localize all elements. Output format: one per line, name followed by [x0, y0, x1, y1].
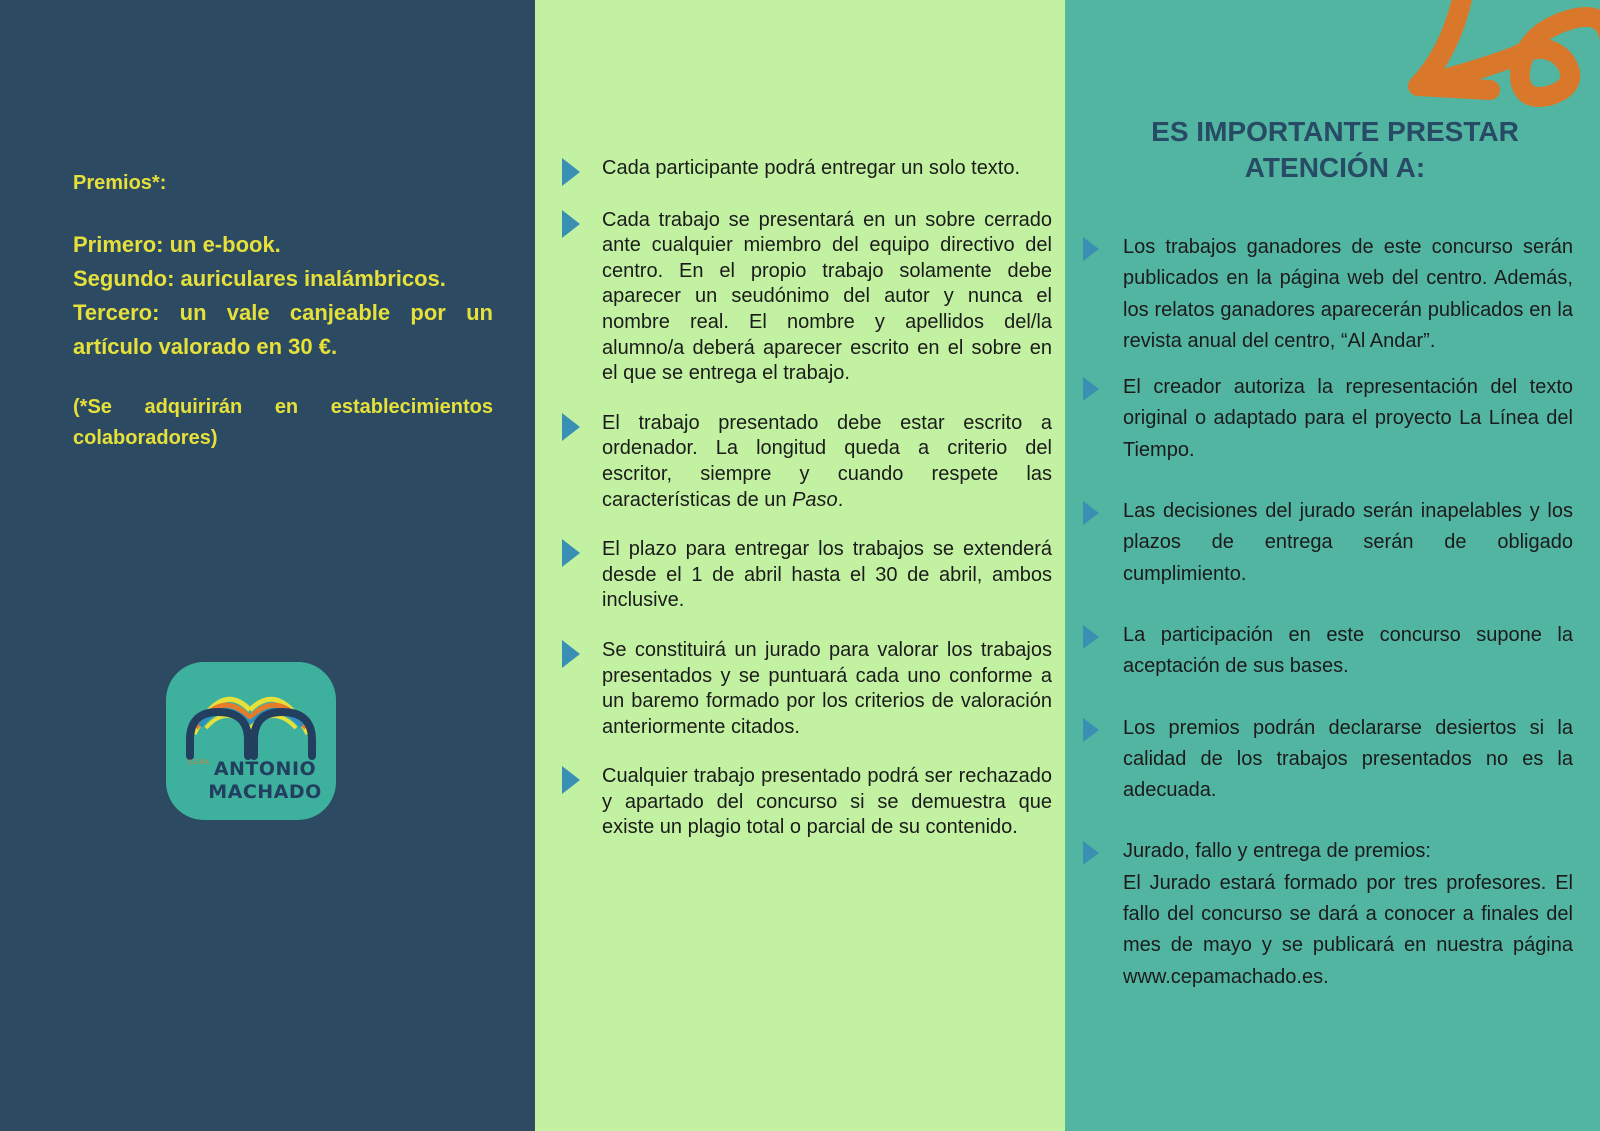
triangle-bullet-icon [1083, 625, 1099, 649]
triangle-bullet-icon [562, 210, 580, 238]
logo-line-2: MACHADO [208, 781, 322, 803]
logo-wordmark [200, 758, 330, 804]
important-item: Las decisiones del jurado serán inapelables y los plazos de entrega serán de obligado cumplimiento. [1083, 496, 1573, 590]
school-logo [166, 662, 336, 820]
important-list [1083, 232, 1573, 993]
right-panel [1065, 0, 1600, 1131]
important-item: Los premios podrán declararse desiertos si la calidad de los trabajos presentados no es la adecuada. [1083, 713, 1573, 807]
left-panel [0, 0, 535, 1131]
rule-item: Se constituirá un jurado para valorar los trabajos presentados y se puntuará cada uno conforme a un baremo formado por los criterios de valoración anteriormente citados. [562, 638, 1052, 740]
rules-list [562, 156, 1052, 841]
triangle-bullet-icon [562, 158, 580, 186]
rule-item: Cualquier trabajo presentado podrá ser rechazado y apartado del concurso si se demuestra que existe un plagio total o parcial de su contenido. [562, 764, 1052, 841]
triangle-bullet-icon [1083, 501, 1099, 525]
triangle-bullet-icon [562, 640, 580, 668]
important-item: La participación en este concurso supone la aceptación de sus bases. [1083, 620, 1573, 683]
important-item: Los trabajos ganadores de este concurso serán publicados en la página web del centro. Además, los relatos ganadores aparecerán publicados en la revista anual del centro, “Al Andar”. [1083, 232, 1573, 357]
triangle-bullet-icon [1083, 841, 1099, 865]
triangle-bullet-icon [1083, 718, 1099, 742]
prizes-section [73, 168, 493, 454]
triangle-bullet-icon [562, 766, 580, 794]
triangle-bullet-icon [562, 413, 580, 441]
prize-third: Tercero: un vale canjeable por un artículo valorado en 30 €. [73, 300, 493, 359]
jury-detail: El Jurado estará formado por tres profesores. El fallo del concurso se dará a conocer a finales del mes de mayo y se publicará en nuestra página www.cepamachado.es. [1123, 871, 1573, 988]
important-item: El creador autoriza la representación del texto original o adaptado para el proyecto La Línea del Tiempo. [1083, 372, 1573, 466]
rule-item: El trabajo presentado debe estar escrito a ordenador. La longitud queda a criterio del escritor, siempre y cuando respete las características de un Paso. [562, 411, 1052, 513]
logo-side-text: C.E.P.A. [188, 760, 211, 766]
section-title: ES IMPORTANTE PRESTAR ATENCIÓN A: [1151, 116, 1519, 183]
prizes-list [73, 228, 493, 364]
triangle-bullet-icon [1083, 377, 1099, 401]
prizes-heading: Premios*: [73, 172, 167, 194]
rule-item: Cada trabajo se presentará en un sobre cerrado ante cualquier miembro del equipo directivo del centro. En el propio trabajo solamente debe aparecer un seudónimo del autor y nunca el nombre real. El nombre y apellidos del/la alumno/a deberá aparecer escrito en el sobre en el que se entrega el trabajo. [562, 208, 1052, 387]
middle-panel [535, 0, 1065, 1131]
triangle-bullet-icon [1083, 237, 1099, 261]
important-item [1083, 836, 1573, 992]
logo-line-1: ANTONIO [213, 758, 317, 780]
prizes-note: (*Se adquirirán en establecimientos colaboradores) [73, 396, 493, 449]
prize-first: Primero: un e-book. [73, 232, 281, 257]
rule-item: El plazo para entregar los trabajos se extenderá desde el 1 de abril hasta el 30 de abril, ambos inclusive. [562, 537, 1052, 614]
jury-heading: Jurado, fallo y entrega de premios: [1123, 840, 1431, 863]
italic-word: Paso [792, 488, 838, 511]
prize-second: Segundo: auriculares inalámbricos. [73, 266, 446, 291]
triangle-bullet-icon [562, 539, 580, 567]
rule-item: Cada participante podrá entregar un solo texto. [562, 156, 1052, 182]
orange-arrow-icon [1340, 0, 1600, 110]
